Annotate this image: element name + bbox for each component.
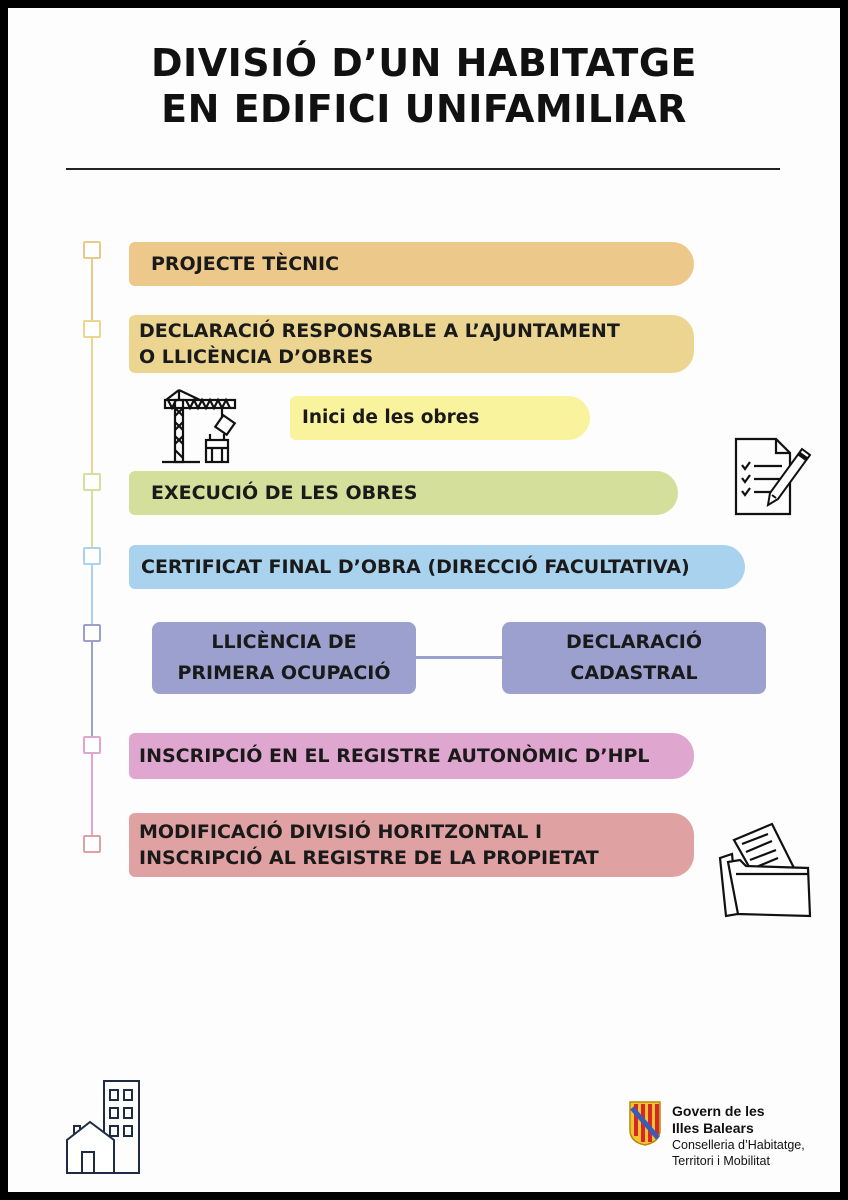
step-label: CERTIFICAT FINAL D’OBRA (DIRECCIÓ FACULTATIVA) — [141, 556, 690, 578]
step-modificacio-divisio — [129, 813, 694, 877]
checklist-pen-icon — [734, 437, 814, 517]
timeline-node — [83, 473, 101, 491]
step-label-line-2: PRIMERA OCUPACIÓ — [177, 662, 391, 684]
timeline-segment — [91, 754, 93, 835]
step-label: Inici de les obres — [302, 407, 480, 428]
timeline-node — [83, 736, 101, 754]
logo-line-4: Territori i Mobilitat — [672, 1154, 770, 1168]
construction-crane-icon — [160, 386, 244, 466]
step-inici-obres — [290, 396, 590, 440]
timeline-segment — [91, 338, 93, 475]
timeline-segment — [91, 642, 93, 738]
step-label-line-2: INSCRIPCIÓ AL REGISTRE DE LA PROPIETAT — [139, 847, 599, 869]
timeline-node — [83, 624, 101, 642]
step-label-line-1: DECLARACIÓ — [565, 631, 702, 653]
step-llicencia-primera-ocupacio — [152, 622, 416, 694]
government-logo-text — [672, 1103, 805, 1169]
documents-folder-icon — [716, 822, 816, 922]
timeline-node — [83, 320, 101, 338]
timeline-node — [83, 241, 101, 259]
step-label-line-1: LLICÈNCIA DE — [211, 631, 357, 653]
page-title — [0, 40, 848, 132]
title-line-2: EN EDIFICI UNIFAMILIAR — [161, 87, 687, 131]
timeline-segment — [91, 565, 93, 626]
logo-line-3: Conselleria d’Habitatge, — [672, 1138, 805, 1152]
logo-line-2: Illes Balears — [672, 1120, 754, 1136]
step-label-line-1: MODIFICACIÓ DIVISIÓ HORITZONTAL I — [139, 821, 543, 843]
step-label-line-2: O LLICÈNCIA D’OBRES — [139, 346, 374, 368]
page — [8, 8, 840, 1192]
title-divider — [66, 168, 780, 170]
coat-of-arms-icon — [628, 1100, 662, 1146]
step-label-line-1: DECLARACIÓ RESPONSABLE A L’AJUNTAMENT — [139, 320, 620, 342]
step-label: PROJECTE TÈCNIC — [151, 253, 340, 275]
step-declaracio-responsable — [129, 315, 694, 373]
timeline-segment — [91, 491, 93, 549]
step-label: EXECUCIÓ DE LES OBRES — [151, 482, 418, 504]
timeline-node — [83, 547, 101, 565]
title-line-1: DIVISIÓ D’UN HABITATGE — [151, 41, 697, 85]
connector-line — [416, 656, 502, 659]
step-certificat-final — [129, 545, 745, 589]
step-label: INSCRIPCIÓ EN EL REGISTRE AUTONÒMIC D’HPL — [139, 745, 650, 767]
step-label-line-2: CADASTRAL — [570, 662, 698, 684]
step-declaracio-cadastral — [502, 622, 766, 694]
step-execucio-obres — [129, 471, 678, 515]
step-projecte-tecnic — [129, 242, 694, 286]
timeline-node — [83, 835, 101, 853]
logo-line-1: Govern de les — [672, 1103, 765, 1119]
step-inscripcio-registre-hpl — [129, 733, 694, 779]
timeline-segment — [91, 259, 93, 322]
buildings-icon — [64, 1078, 144, 1176]
